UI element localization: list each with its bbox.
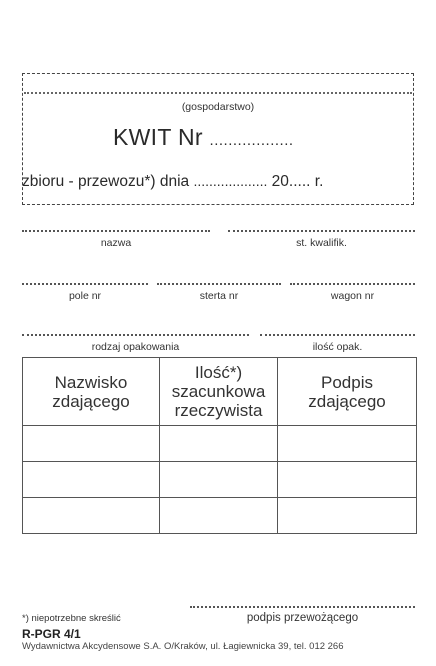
farm-label: (gospodarstwo) <box>181 101 255 113</box>
table-row <box>23 498 417 534</box>
table-cell[interactable] <box>160 462 278 498</box>
farm-dotted-line <box>24 92 412 94</box>
qualification-label: st. kwalifik. <box>296 237 347 249</box>
header-name: Nazwisko zdającego <box>23 358 160 426</box>
table-cell[interactable] <box>23 462 160 498</box>
packaging-label: rodzaj opakowania <box>91 341 180 353</box>
packaging-dotted-line <box>22 334 249 336</box>
carrier-signature-label: podpis przewożącego <box>246 612 359 624</box>
harvest-date-line <box>22 173 323 191</box>
table-row <box>23 426 417 462</box>
table-cell[interactable] <box>278 462 417 498</box>
field-dotted-line <box>22 283 148 285</box>
header-signature: Podpis zdającego <box>278 358 417 426</box>
year-suffix: r. <box>314 173 324 190</box>
receipt-table <box>22 357 417 534</box>
footnote: *) niepotrzebne skreślić <box>22 613 121 624</box>
form-title <box>113 124 294 151</box>
qualification-dotted-line <box>228 230 415 232</box>
header-quantity: Ilość*) szacunkowa rzeczywista <box>160 358 278 426</box>
package-count-dotted-line <box>260 334 415 336</box>
publisher-info: Wydawnictwa Akcydensowe S.A. O/Kraków, ul. Łagiewnicka 39, tel. 012 266 <box>22 641 344 652</box>
table-cell[interactable] <box>23 498 160 534</box>
wagon-dotted-line <box>290 283 415 285</box>
name-dotted-line <box>22 230 210 232</box>
name-label: nazwa <box>100 237 132 249</box>
year-field: 20..... <box>271 173 311 190</box>
harvest-date-label: zbioru - przewozu*) dnia <box>22 173 190 190</box>
table-cell[interactable] <box>23 426 160 462</box>
table-cell[interactable] <box>160 426 278 462</box>
form-number-dots: .................. <box>209 132 294 149</box>
table-row <box>23 462 417 498</box>
form-code: R-PGR 4/1 <box>22 627 81 641</box>
table-cell[interactable] <box>160 498 278 534</box>
field-label: pole nr <box>68 290 102 302</box>
table-cell[interactable] <box>278 498 417 534</box>
date-dots: ................... <box>193 173 268 189</box>
package-count-label: ilość opak. <box>312 341 363 353</box>
carrier-signature-dotted-line <box>190 606 415 608</box>
table-cell[interactable] <box>278 426 417 462</box>
stack-dotted-line <box>157 283 281 285</box>
wagon-label: wagon nr <box>330 290 375 302</box>
form-title-text: KWIT Nr <box>113 124 203 150</box>
stack-label: sterta nr <box>199 290 239 302</box>
table-header-row <box>23 358 417 426</box>
